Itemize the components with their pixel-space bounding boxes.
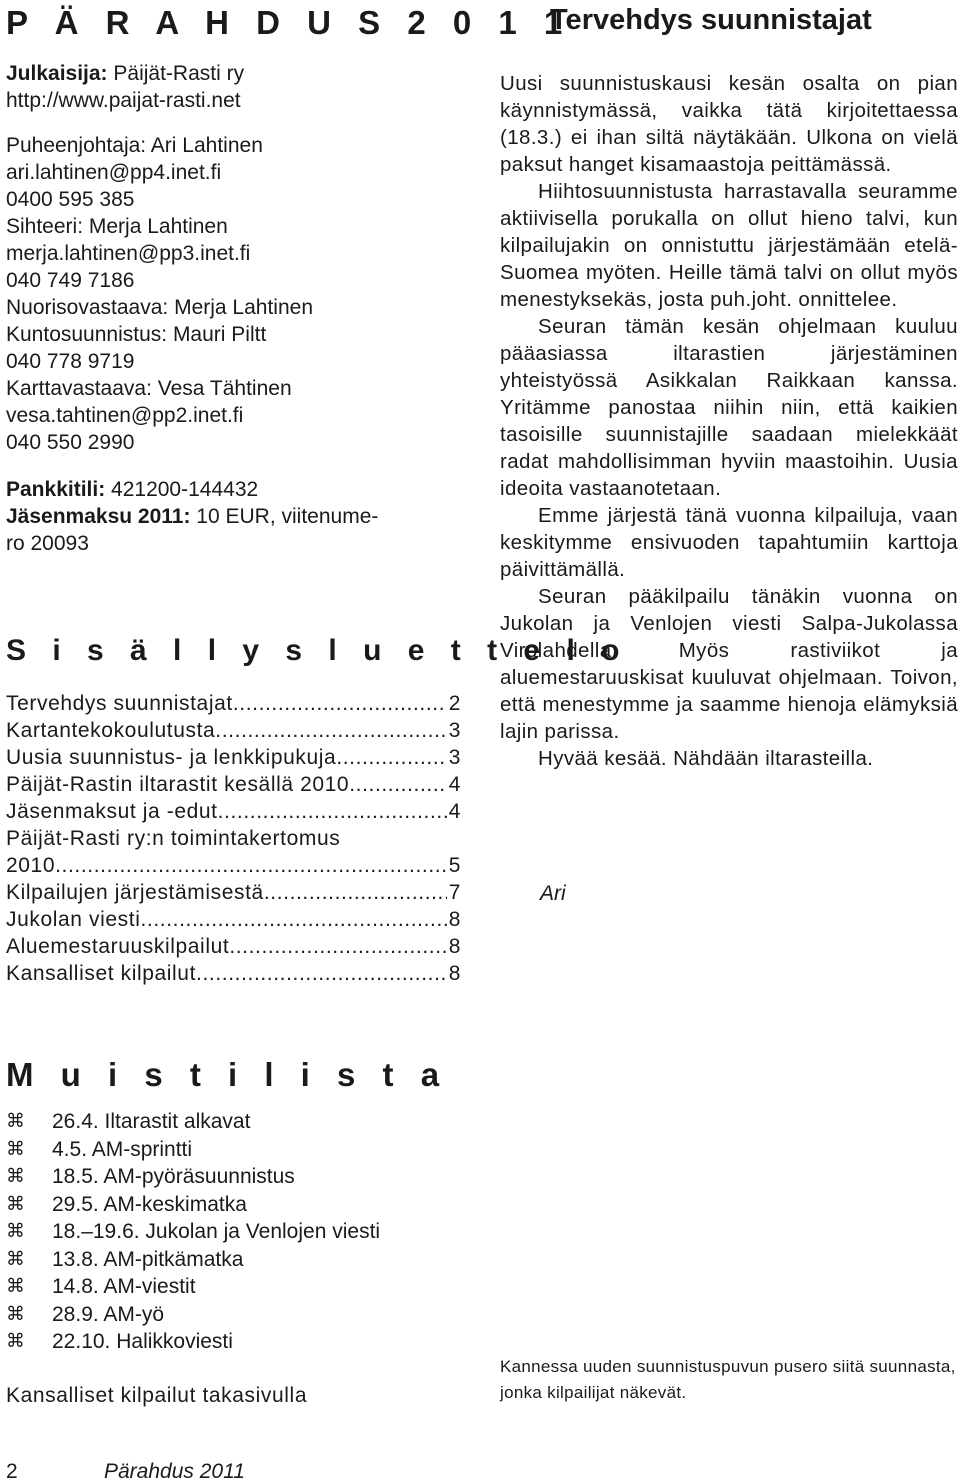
toc-item-title-line1[interactable]: Päijät-Rasti ry:n toimintakertomus bbox=[6, 827, 341, 850]
toc-leader bbox=[264, 879, 447, 906]
list-item bbox=[6, 1191, 476, 1219]
fee-value: 10 EUR, viitenume- bbox=[190, 505, 379, 528]
toc-item-page: 3 bbox=[448, 746, 461, 769]
list-item bbox=[6, 1328, 476, 1356]
command-icon: ⌘ bbox=[6, 1248, 25, 1270]
toc-item-page: 8 bbox=[448, 908, 461, 931]
publisher-label: Julkaisija: bbox=[6, 62, 108, 85]
list-item-text: 18.5. AM-pyöräsuunnistus bbox=[52, 1165, 295, 1188]
map-email[interactable]: vesa.tahtinen@pp2.inet.fi bbox=[6, 404, 244, 427]
toc-item[interactable] bbox=[6, 960, 461, 987]
reminder-list-heading: M u i s t i l i s t a bbox=[6, 1056, 449, 1093]
greeting-paragraph: Hiihtosuunnistusta harrastavalla seuramme aktiivisella porukalla on ollut hieno talvi, kun kilpailujakin on onnistuttu järjestämään etelä-Suomea myöten. Heille tämä talvi on ollut myös menestyksekäs, josta puh.joht. onnittelee. bbox=[500, 180, 958, 311]
youth-contact: Nuorisovastaava: Merja Lahtinen bbox=[6, 296, 314, 319]
list-item bbox=[6, 1108, 476, 1136]
signature: Ari bbox=[540, 882, 566, 905]
fitness-contact: Kuntosuunnistus: Mauri Piltt bbox=[6, 323, 267, 346]
list-item bbox=[6, 1136, 476, 1164]
table-of-contents bbox=[6, 690, 461, 987]
toc-item[interactable] bbox=[6, 798, 461, 825]
command-icon: ⌘ bbox=[6, 1221, 25, 1242]
toc-leader bbox=[215, 717, 446, 744]
list-item bbox=[6, 1218, 476, 1246]
toc-item-page: 8 bbox=[448, 962, 461, 985]
toc-item-page: 7 bbox=[448, 881, 461, 904]
toc-item-title: Uusia suunnistus- ja lenkkipukuja bbox=[6, 746, 337, 769]
publisher-info bbox=[6, 60, 378, 557]
toc-item-page: 4 bbox=[448, 800, 461, 823]
fee-value-continued: ro 20093 bbox=[6, 532, 89, 555]
list-item-text: 26.4. Iltarastit alkavat bbox=[52, 1110, 251, 1133]
secretary-phone: 040 749 7186 bbox=[6, 269, 135, 292]
toc-item-title: Päijät-Rastin iltarastit kesällä 2010 bbox=[6, 773, 350, 796]
website-link[interactable]: http://www.paijat-rasti.net bbox=[6, 89, 241, 112]
cover-caption: Kannessa uuden suunnistuspuvun pusero siitä suunnasta, jonka kilpailijat näkevät. bbox=[500, 1357, 956, 1402]
toc-leader bbox=[336, 744, 446, 771]
toc-item-title: Tervehdys suunnistajat bbox=[6, 692, 233, 715]
toc-item-title: Jäsenmaksut ja -edut bbox=[6, 800, 218, 823]
list-item-text: 14.8. AM-viestit bbox=[52, 1275, 196, 1298]
toc-leader bbox=[349, 771, 447, 798]
list-item-text: 29.5. AM-keskimatka bbox=[52, 1192, 247, 1216]
toc-item[interactable] bbox=[6, 717, 461, 744]
toc-item-title: Aluemestaruuskilpailut bbox=[6, 935, 230, 958]
command-icon: ⌘ bbox=[6, 1193, 25, 1215]
greeting-paragraph: Hyvää kesää. Nähdään iltarasteilla. bbox=[538, 747, 874, 770]
greeting-paragraph: Uusi suunnistuskausi kesän osalta on pian käynnistymässä, vaikka tätä kirjoitettaessa (18.3.) ei ihan siltä näytäkään. Ulkona on vielä paksut hanget kisamaastoja peittämässä. bbox=[500, 72, 958, 176]
toc-item-title: Kansalliset kilpailut bbox=[6, 962, 197, 985]
toc-item[interactable] bbox=[6, 933, 461, 960]
fitness-phone: 040 778 9719 bbox=[6, 350, 135, 373]
toc-heading: S i s ä l l y s l u e t t e l o bbox=[6, 634, 629, 667]
list-item-text: 13.8. AM-pitkämatka bbox=[52, 1247, 244, 1271]
publisher-value: Päijät-Rasti ry bbox=[107, 62, 245, 85]
greeting-paragraph: Seuran tämän kesän ohjelmaan kuuluu pääasiassa iltarastien järjestäminen yhteistyössä Asikkalan Raikkaan kanssa. Yritämme panostaa niihin niin, että kaikien tasoisille suunnistajille saadaan mielekkäät radat mahdollisimman hyviin maastoihin. Uusia ideoita vastaanotetaan. bbox=[500, 315, 958, 500]
greeting-article bbox=[500, 70, 958, 772]
greeting-paragraph: Emme järjestä tänä vuonna kilpailuja, vaan keskitymme ensivuoden tapahtumiin karttoja päivittämällä. bbox=[500, 504, 958, 581]
command-icon: ⌘ bbox=[6, 1331, 25, 1352]
national-races-note: Kansalliset kilpailut takasivulla bbox=[6, 1384, 308, 1407]
toc-item-page: 5 bbox=[448, 854, 461, 877]
list-item-text: 18.–19.6. Jukolan ja Venlojen viesti bbox=[52, 1220, 381, 1243]
page-number: 2 bbox=[6, 1460, 18, 1483]
toc-item-title: Kilpailujen järjestämisestä bbox=[6, 881, 264, 904]
toc-leader bbox=[233, 690, 447, 717]
publication-title: P Ä R A H D U S 2 0 1 1 bbox=[6, 4, 572, 41]
chair-phone: 0400 595 385 bbox=[6, 188, 135, 211]
toc-item[interactable] bbox=[6, 906, 461, 933]
command-icon: ⌘ bbox=[6, 1138, 25, 1160]
toc-item[interactable] bbox=[6, 852, 461, 879]
list-item-text: 28.9. AM-yö bbox=[52, 1302, 165, 1326]
toc-item[interactable] bbox=[6, 690, 461, 717]
toc-item-title: Kartantekokoulutusta bbox=[6, 719, 216, 742]
toc-leader bbox=[196, 960, 447, 987]
command-icon: ⌘ bbox=[6, 1166, 25, 1187]
secretary-email[interactable]: merja.lahtinen@pp3.inet.fi bbox=[6, 242, 251, 265]
bank-value: 421200-144432 bbox=[105, 478, 259, 501]
map-phone: 040 550 2990 bbox=[6, 431, 135, 454]
toc-item-page: 8 bbox=[448, 935, 461, 958]
secretary-label: Sihteeri: Merja Lahtinen bbox=[6, 215, 228, 238]
fee-label: Jäsenmaksu 2011: bbox=[6, 505, 191, 528]
toc-item-title: 2010 bbox=[6, 854, 56, 877]
toc-item-page: 4 bbox=[448, 773, 461, 796]
list-item bbox=[6, 1301, 476, 1329]
command-icon: ⌘ bbox=[6, 1276, 25, 1297]
toc-item-page: 2 bbox=[448, 692, 461, 715]
page-footer bbox=[6, 1460, 245, 1484]
greeting-title: Tervehdys suunnistajat bbox=[550, 4, 872, 36]
chair-label: Puheenjohtaja: Ari Lahtinen bbox=[6, 134, 263, 157]
command-icon: ⌘ bbox=[6, 1303, 25, 1325]
toc-item[interactable] bbox=[6, 879, 461, 906]
list-item bbox=[6, 1273, 476, 1301]
toc-item-page: 3 bbox=[448, 719, 461, 742]
bank-label: Pankkitili: bbox=[6, 478, 106, 501]
toc-leader bbox=[140, 906, 446, 933]
publication-name: Pärahdus 2011 bbox=[104, 1460, 245, 1483]
list-item bbox=[6, 1246, 476, 1274]
toc-item[interactable] bbox=[6, 744, 461, 771]
toc-item-title: Jukolan viesti bbox=[6, 908, 141, 931]
greeting-paragraph: Seuran pääkilpailu tänäkin vuonna on Jukolan ja Venlojen viesti Salpa-Jukolassa Virolahdella. Myös rastiviikot ja aluemestaruuskisat kuuluvat ohjelmaan. Toivon, että menestymme ja saamme hienoja elämyksiä lajin parissa. bbox=[500, 585, 958, 743]
command-icon: ⌘ bbox=[6, 1111, 25, 1132]
toc-item[interactable] bbox=[6, 771, 461, 798]
reminder-list bbox=[6, 1108, 476, 1356]
map-contact: Karttavastaava: Vesa Tähtinen bbox=[6, 377, 292, 400]
list-item-text: 22.10. Halikkoviesti bbox=[52, 1330, 233, 1353]
chair-email[interactable]: ari.lahtinen@pp4.inet.fi bbox=[6, 161, 222, 184]
toc-leader bbox=[55, 852, 447, 879]
list-item bbox=[6, 1163, 476, 1191]
list-item-text: 4.5. AM-sprintti bbox=[52, 1137, 193, 1161]
toc-leader bbox=[229, 933, 446, 960]
toc-leader bbox=[218, 798, 447, 825]
